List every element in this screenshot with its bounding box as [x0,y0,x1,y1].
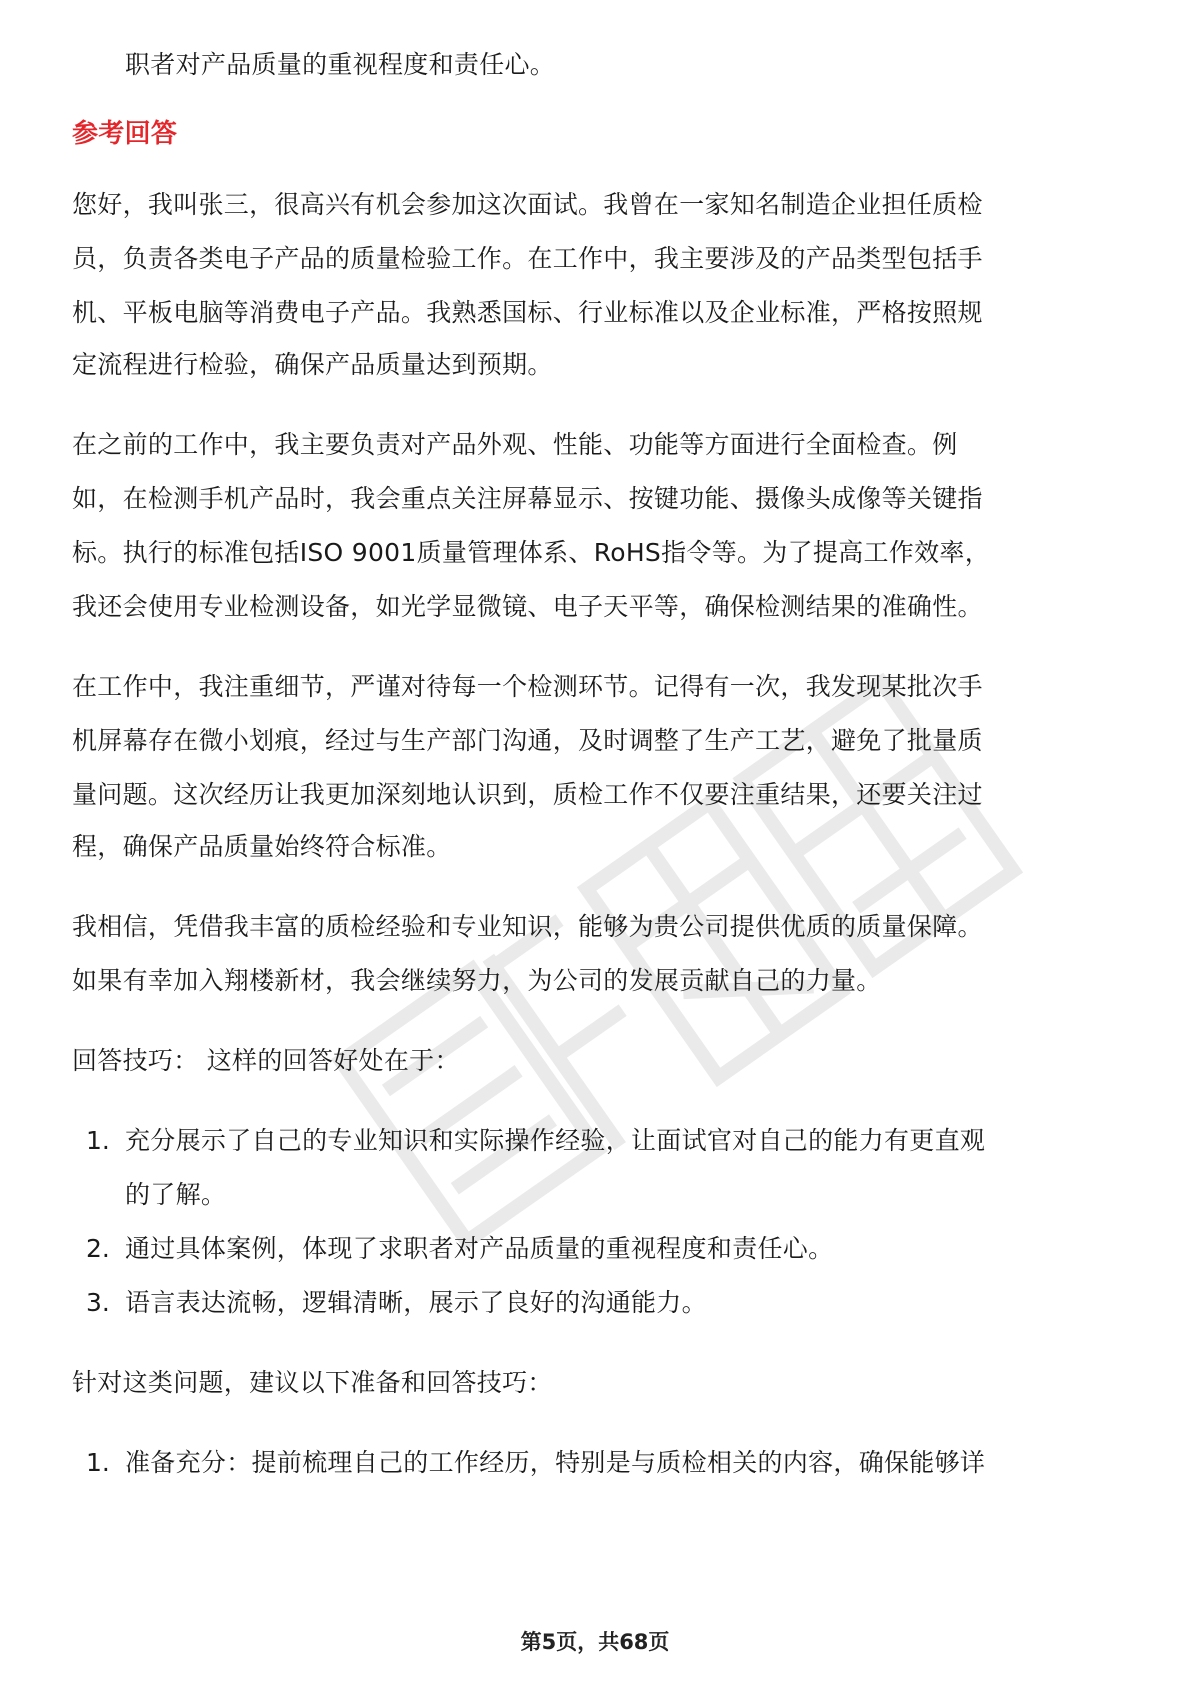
section-heading: 参考回答 [72,119,178,149]
paragraph-line: 如果有幸加入翔楼新材，我会继续努力，为公司的发展贡献自己的力量。 [72,966,882,995]
paragraph-line: 我相信，凭借我丰富的质检经验和专业知识，能够为贵公司提供优质的质量保障。 [72,912,983,941]
list-number: 1. [86,1448,110,1477]
list-item: 语言表达流畅，逻辑清晰，展示了良好的沟通能力。 [125,1288,707,1317]
list-item-continuation: 的了解。 [125,1180,227,1209]
paragraph-line: 程，确保产品质量始终符合标准。 [72,832,452,861]
paragraph-line: 如，在检测手机产品时，我会重点关注屏幕显示、按键功能、摄像头成像等关键指 [72,484,983,513]
paragraph-line: 针对这类问题，建议以下准备和回答技巧： [72,1368,553,1397]
paragraph-line: 我还会使用专业检测设备，如光学显微镜、电子天平等，确保检测结果的准确性。 [72,592,983,621]
page-footer: 第5页，共68页 [520,1630,670,1654]
paragraph-line: 标。执行的标准包括ISO 9001质量管理体系、RoHS指令等。为了提高工作效率， [72,538,991,567]
list-item: 通过具体案例，体现了求职者对产品质量的重视程度和责任心。 [125,1234,834,1263]
list-number: 2. [86,1234,110,1263]
list-number: 3. [86,1288,110,1317]
paragraph-line: 量问题。这次经历让我更加深刻地认识到，质检工作不仅要注重结果，还要关注过 [72,780,983,809]
paragraph-line: 机、平板电脑等消费电子产品。我熟悉国标、行业标准以及企业标准，严格按照规 [72,298,983,327]
paragraph-line: 您好，我叫张三，很高兴有机会参加这次面试。我曾在一家知名制造企业担任质检 [72,190,983,219]
paragraph-line: 回答技巧： 这样的回答好处在于： [72,1046,460,1075]
paragraph-line: 员，负责各类电子产品的质量检验工作。在工作中，我主要涉及的产品类型包括手 [72,244,983,273]
paragraph-line: 定流程进行检验，确保产品质量达到预期。 [72,350,553,379]
list-item: 充分展示了自己的专业知识和实际操作经验，让面试官对自己的能力有更直观 [125,1126,986,1155]
list-item: 准备充分：提前梳理自己的工作经历，特别是与质检相关的内容，确保能够详 [125,1448,986,1477]
paragraph-line: 在工作中，我注重细节，严谨对待每一个检测环节。记得有一次，我发现某批次手 [72,672,983,701]
list-number: 1. [86,1126,110,1155]
paragraph-line: 职者对产品质量的重视程度和责任心。 [125,50,556,79]
paragraph-line: 机屏幕存在微小划痕，经过与生产部门沟通，及时调整了生产工艺，避免了批量质 [72,726,983,755]
paragraph-line: 在之前的工作中，我主要负责对产品外观、性能、功能等方面进行全面检查。例 [72,430,958,459]
